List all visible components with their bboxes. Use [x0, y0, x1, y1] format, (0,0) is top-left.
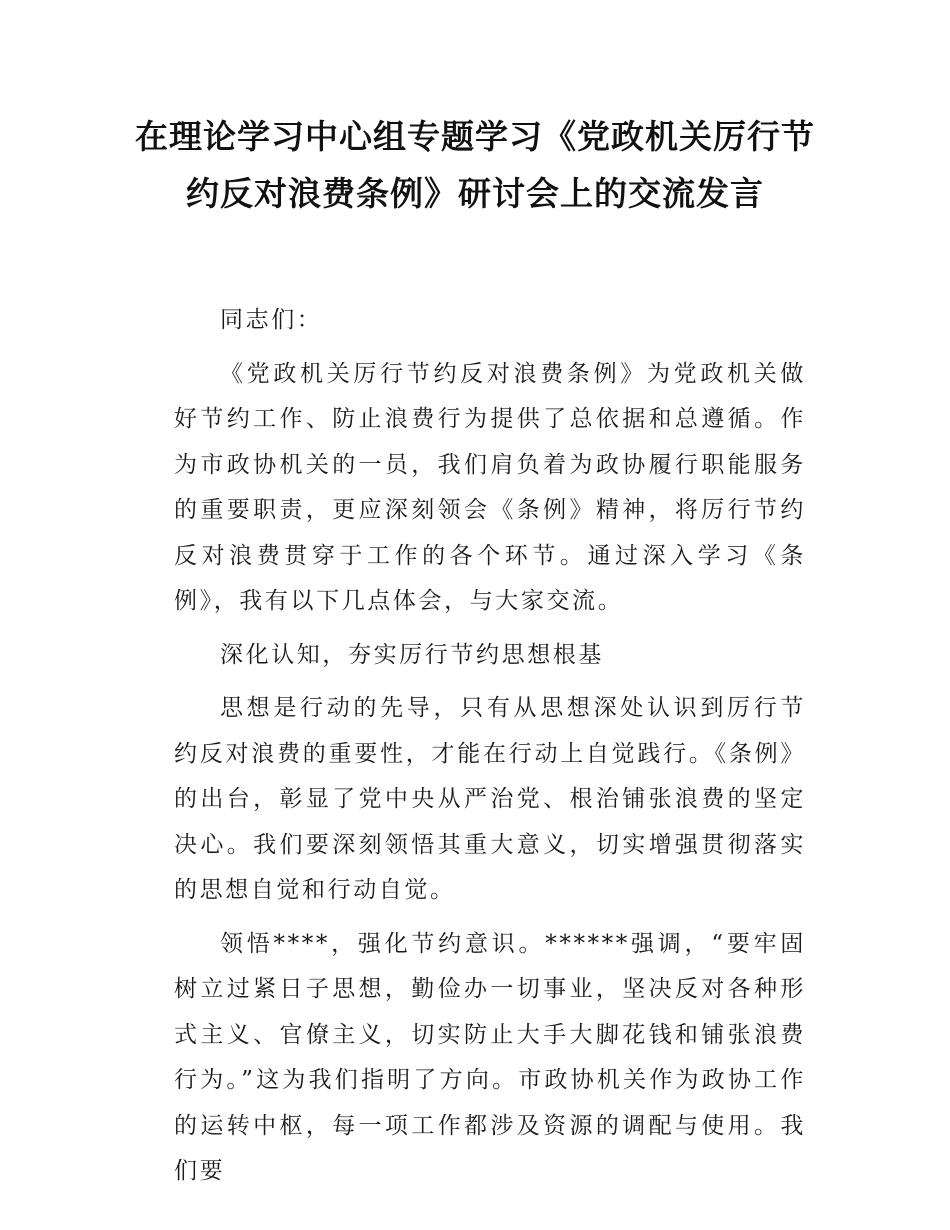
paragraph-intro: 《党政机关厉行节约反对浪费条例》为党政机关做好节约工作、防止浪费行为提供了总依据和总遵循。作为市政协机关的一员，我们肩负着为政协履行职能服务的重要职责，更应深刻领会《条例》精神，将厉行节约反对浪费贯穿于工作的各个环节。通过深入学习《条例》，我有以下几点体会，与大家交流。 — [174, 360, 806, 614]
document-title: 在理论学习中心组专题学习《党政机关厉行节约反对浪费条例》研讨会上的交流发言 — [135, 117, 815, 213]
section-heading: 深化认知，夯实厉行节约思想根基 — [220, 641, 604, 668]
salutation: 同志们： — [220, 307, 323, 333]
paragraph-thought: 思想是行动的先导，只有从思想深处认识到厉行节约反对浪费的重要性，才能在行动上自觉践行。《条例》的出台，彰显了党中央从严治党、根治铺张浪费的坚定决心。我们要深刻领悟其重大意义，切实增强贯彻落实的思想自觉和行动自觉。 — [174, 695, 806, 903]
paragraph-understanding: 领悟****，强化节约意识。******强调，“要牢固树立过紧日子思想，勤俭办一切事业，坚决反对各种形式主义、官僚主义，切实防止大手大脚花钱和铺张浪费行为。”这为我们指明了方向。市政协机关作为政协工作的运转中枢，每一项工作都涉及资源的调配与使用。我们要 — [174, 930, 806, 1184]
document-body — [174, 298, 806, 1203]
